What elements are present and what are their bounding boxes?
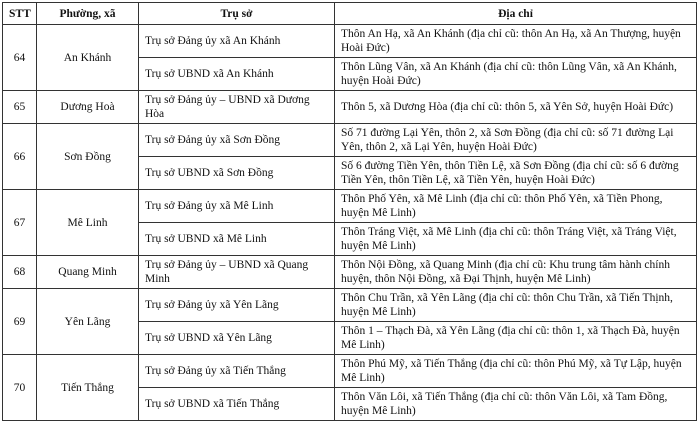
ward-cell: Dương Hoà — [37, 91, 139, 124]
table-row — [3, 124, 697, 157]
stt-cell: 67 — [3, 190, 37, 256]
office-cell: Trụ sở UBND xã Mê Linh — [139, 223, 335, 256]
office-cell: Trụ sở UBND xã Yên Lãng — [139, 322, 335, 355]
address-cell: Số 71 đường Lại Yên, thôn 2, xã Sơn Đồng (địa chỉ cũ: số 71 đường Lại Yên, thôn 2, xã Lại Yên, huyện Hoài Đức) — [335, 124, 697, 157]
office-cell: Trụ sở Đảng ủy xã Yên Lãng — [139, 289, 335, 322]
address-cell: Thôn Văn Lôi, xã Tiến Thắng (địa chỉ cũ: thôn Văn Lôi, xã Tam Đồng, huyện Mê Linh) — [335, 388, 697, 421]
office-address-table — [2, 2, 697, 421]
office-cell: Trụ sở UBND xã An Khánh — [139, 58, 335, 91]
office-cell: Trụ sở Đảng ủy – UBND xã Dương Hòa — [139, 91, 335, 124]
table-body — [3, 25, 697, 421]
address-cell: Thôn Phố Yên, xã Mê Linh (địa chỉ cũ: thôn Phố Yên, xã Tiền Phong, huyện Mê Linh) — [335, 190, 697, 223]
office-cell: Trụ sở Đảng ủy – UBND xã Quang Minh — [139, 256, 335, 289]
stt-cell: 70 — [3, 355, 37, 421]
table-row — [3, 25, 697, 58]
header-address: Địa chỉ — [335, 3, 697, 25]
stt-cell: 69 — [3, 289, 37, 355]
stt-cell: 64 — [3, 25, 37, 91]
ward-cell: Sơn Đồng — [37, 124, 139, 190]
address-cell: Thôn Chu Trần, xã Yên Lãng (địa chỉ cũ: thôn Chu Trần, xã Tiến Thịnh, huyện Mê Linh) — [335, 289, 697, 322]
address-cell: Thôn 5, xã Dương Hòa (địa chỉ cũ: thôn 5, xã Yên Sở, huyện Hoài Đức) — [335, 91, 697, 124]
table-row — [3, 289, 697, 322]
office-cell: Trụ sở UBND xã Sơn Đồng — [139, 157, 335, 190]
header-office: Trụ sở — [139, 3, 335, 25]
office-cell: Trụ sở Đảng ủy xã An Khánh — [139, 25, 335, 58]
stt-cell: 66 — [3, 124, 37, 190]
office-cell: Trụ sở Đảng ủy xã Mê Linh — [139, 190, 335, 223]
ward-cell: Yên Lãng — [37, 289, 139, 355]
address-cell: Thôn An Hạ, xã An Khánh (địa chỉ cũ: thôn An Hạ, xã An Thượng, huyện Hoài Đức) — [335, 25, 697, 58]
ward-cell: Tiến Thắng — [37, 355, 139, 421]
table-row — [3, 190, 697, 223]
address-cell: Thôn Lũng Vân, xã An Khánh (địa chỉ cũ: thôn Lũng Vân, xã An Khánh, huyện Hoài Đức) — [335, 58, 697, 91]
address-cell: Thôn Tráng Việt, xã Mê Linh (địa chỉ cũ: thôn Tráng Việt, xã Tráng Việt, huyện Mê Linh) — [335, 223, 697, 256]
office-cell: Trụ sở Đảng ủy xã Tiến Thắng — [139, 355, 335, 388]
table-row — [3, 355, 697, 388]
ward-cell: An Khánh — [37, 25, 139, 91]
header-row — [3, 3, 697, 25]
header-ward: Phường, xã — [37, 3, 139, 25]
address-cell: Thôn Phú Mỹ, xã Tiến Thắng (địa chỉ cũ: thôn Phú Mỹ, xã Tự Lập, huyện Mê Linh) — [335, 355, 697, 388]
office-cell: Trụ sở Đảng ủy xã Sơn Đồng — [139, 124, 335, 157]
office-cell: Trụ sở UBND xã Tiến Thắng — [139, 388, 335, 421]
header-stt: STT — [3, 3, 37, 25]
ward-cell: Quang Minh — [37, 256, 139, 289]
table-row — [3, 256, 697, 289]
stt-cell: 68 — [3, 256, 37, 289]
address-cell: Thôn 1 – Thạch Đà, xã Yên Lãng (địa chỉ cũ: thôn 1, xã Thạch Đà, huyện Mê Linh) — [335, 322, 697, 355]
table-row — [3, 91, 697, 124]
address-cell: Thôn Nội Đồng, xã Quang Minh (địa chỉ cũ: Khu trung tâm hành chính huyện, thôn Nội Đồng, xã Đại Thịnh, huyện Mê Linh) — [335, 256, 697, 289]
stt-cell: 65 — [3, 91, 37, 124]
ward-cell: Mê Linh — [37, 190, 139, 256]
address-cell: Số 6 đường Tiền Yên, thôn Tiền Lệ, xã Sơn Đồng (địa chỉ cũ: số 6 đường Tiền Yên, thôn Tiền Lệ, xã Tiền Yên, huyện Hoài Đức) — [335, 157, 697, 190]
